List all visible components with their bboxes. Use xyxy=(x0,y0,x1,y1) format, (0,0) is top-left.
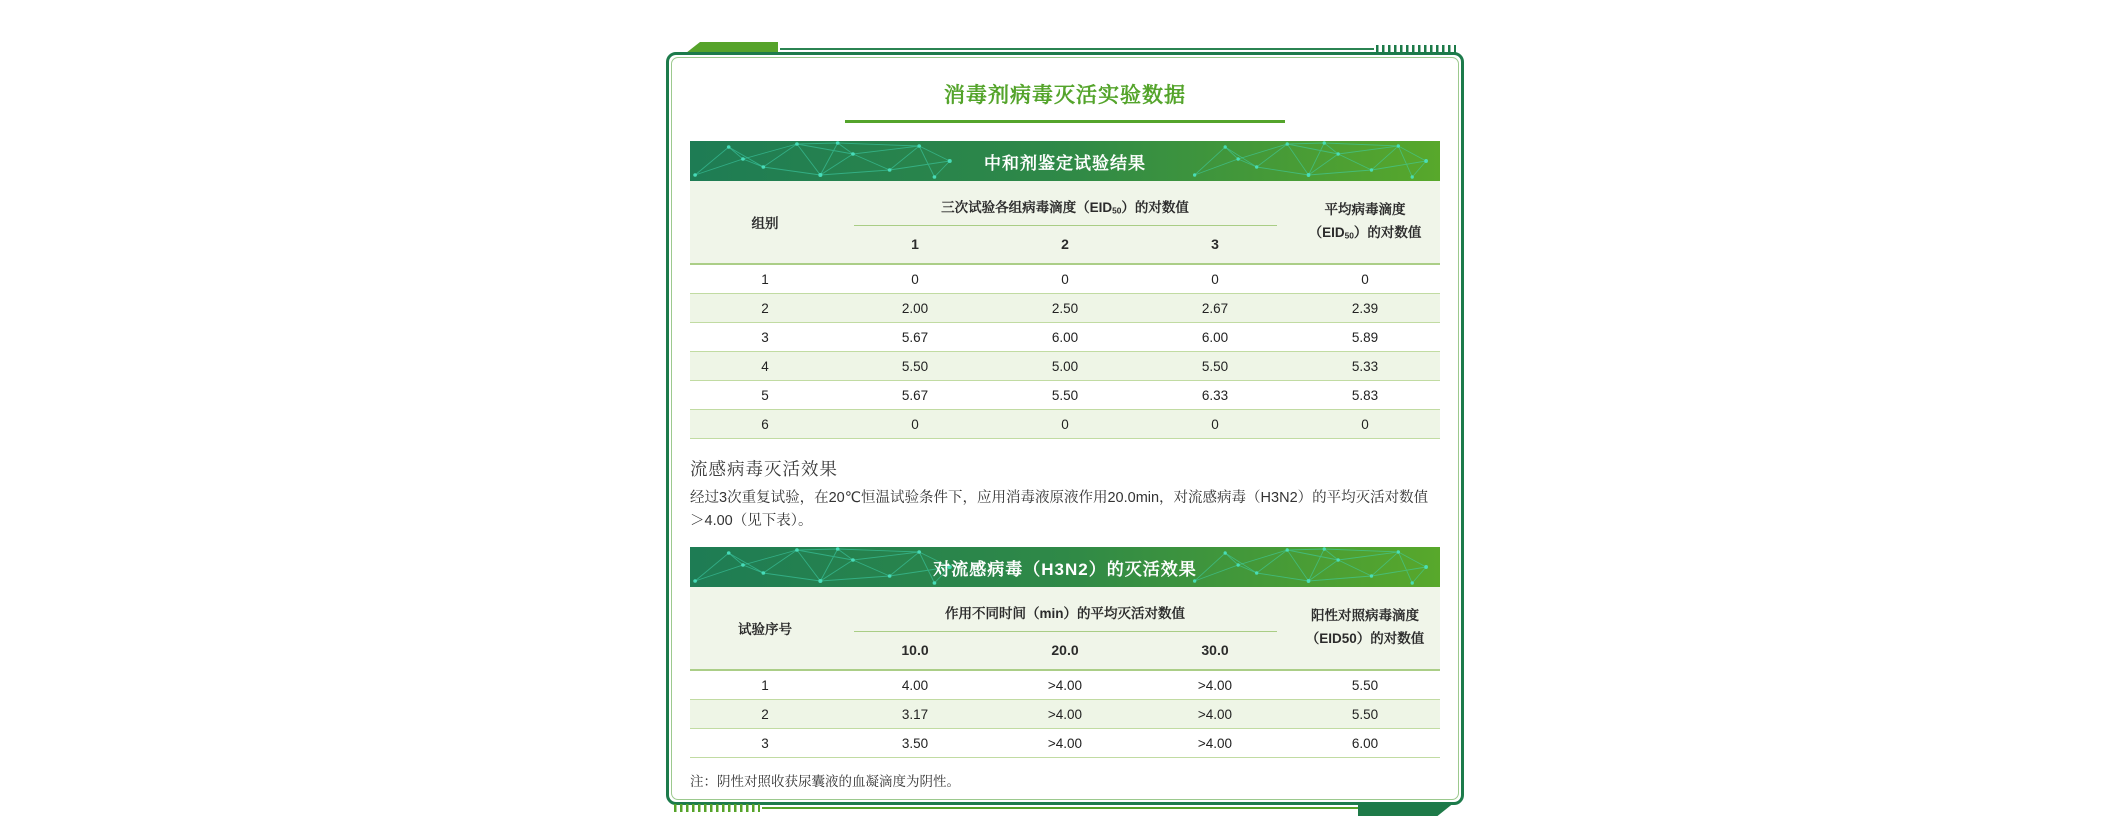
table1-subcol-2: 2 xyxy=(1061,236,1069,252)
table-row: 1 4.00 >4.00 >4.00 5.50 xyxy=(690,671,1440,700)
table1-banner-title: 中和剂鉴定试验结果 xyxy=(984,153,1146,173)
table-row: 2 3.17 >4.00 >4.00 5.50 xyxy=(690,700,1440,729)
page-title: 消毒剂病毒灭活实验数据 xyxy=(944,84,1186,107)
table2-subcolumns xyxy=(840,632,1290,662)
table1-span-header: 三次试验各组病毒滴度（EID50）的对数值 xyxy=(941,200,1189,216)
footnote: 注：阴性对照收获尿囊液的血凝滴度为阴性。 xyxy=(690,774,960,790)
network-mesh-icon xyxy=(690,141,965,181)
network-mesh-icon xyxy=(690,547,965,587)
table2-header-average: 阳性对照病毒滴度 （EID50）的对数值 xyxy=(1305,608,1425,647)
table1-header-group: 组别 xyxy=(751,216,779,231)
table-row: 2 2.00 2.50 2.67 2.39 xyxy=(690,294,1440,323)
table1-subcol-1: 1 xyxy=(911,236,919,252)
corner-tab-bottom-right-decoration xyxy=(1358,804,1452,816)
report-card-wrapper xyxy=(666,52,1464,805)
section-heading: 流感病毒灭活效果 xyxy=(690,459,838,479)
dashed-strip-bottom-left-decoration xyxy=(674,804,760,812)
table2-body xyxy=(690,671,1440,758)
table1-banner xyxy=(690,141,1440,181)
bottom-edge-line-decoration xyxy=(762,807,1358,809)
table1-subcol-3: 3 xyxy=(1211,236,1219,252)
table2-banner-title: 对流感病毒（H3N2）的灭活效果 xyxy=(933,559,1197,579)
table-row: 5 5.67 5.50 6.33 5.83 xyxy=(690,381,1440,410)
table1-header xyxy=(690,181,1440,265)
table-row: 4 5.50 5.00 5.50 5.33 xyxy=(690,352,1440,381)
report-card xyxy=(666,52,1464,805)
network-mesh-icon xyxy=(1190,547,1440,587)
table2-header xyxy=(690,587,1440,671)
table1-body xyxy=(690,265,1440,439)
top-edge-line-decoration xyxy=(780,48,1374,50)
table2-subcol-1: 10.0 xyxy=(901,642,929,659)
table2-header-group: 试验序号 xyxy=(738,622,792,638)
table-row: 1 0 0 0 0 xyxy=(690,265,1440,294)
table1-header-middle xyxy=(840,181,1290,263)
table2-subcol-3: 30.0 xyxy=(1201,642,1229,659)
table-row: 3 5.67 6.00 6.00 5.89 xyxy=(690,323,1440,352)
table2-header-middle xyxy=(840,587,1290,669)
table-row: 3 3.50 >4.00 >4.00 6.00 xyxy=(690,729,1440,758)
table2-span-header: 作用不同时间（min）的平均灭活对数值 xyxy=(944,606,1185,622)
title-underline xyxy=(845,120,1285,123)
network-mesh-icon xyxy=(1190,141,1440,181)
table1-header-average: 平均病毒滴度 （EID50）的对数值 xyxy=(1308,202,1422,241)
table2-subcol-2: 20.0 xyxy=(1051,642,1079,659)
table-row: 6 0 0 0 0 xyxy=(690,410,1440,439)
table1-subcolumns xyxy=(840,226,1290,256)
section-paragraph: 经过3次重复试验，在20℃恒温试验条件下，应用消毒液原液作用20.0min，对流感病毒（H3N2）的平均灭活对数值＞4.00（见下表）。 xyxy=(690,490,1429,530)
table2-banner xyxy=(690,547,1440,587)
